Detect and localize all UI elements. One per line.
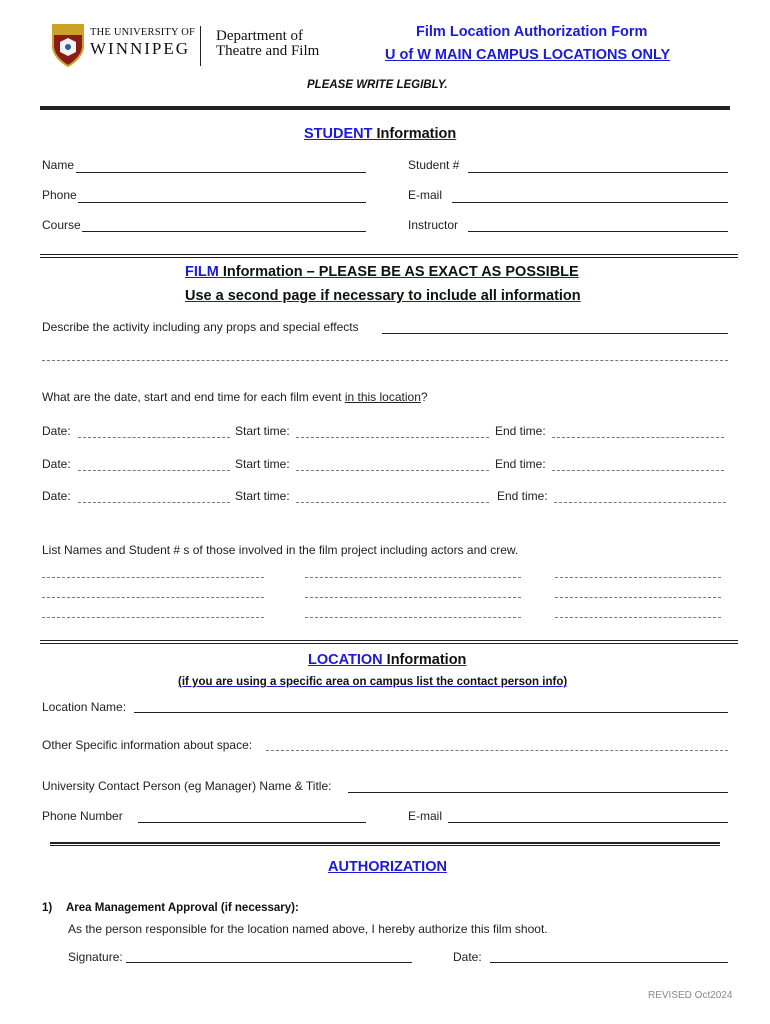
- phone-field[interactable]: [78, 202, 366, 203]
- logo-line2: WINNIPEG: [90, 39, 191, 58]
- university-logo: [50, 22, 196, 68]
- names-field-1b[interactable]: [305, 577, 521, 578]
- course-field[interactable]: [82, 231, 366, 232]
- describe-activity-field[interactable]: [382, 333, 728, 334]
- department-line1: Department of: [216, 28, 304, 44]
- end-time-label-3: End time:: [497, 489, 548, 503]
- describe-activity-label: Describe the activity including any props and special effects: [42, 320, 359, 334]
- department-line2: Theatre and Film: [216, 43, 320, 59]
- approval-text: As the person responsible for the location named above, I hereby authorize this film shoot.: [68, 922, 548, 936]
- location-name-label: Location Name:: [42, 700, 127, 714]
- form-title: Film Location Authorization Form: [416, 24, 648, 40]
- names-field-2c[interactable]: [555, 597, 721, 598]
- date-field-1[interactable]: [78, 437, 230, 438]
- date-label-3: Date:: [42, 489, 71, 503]
- revised-note: REVISED Oct2024: [648, 990, 733, 1001]
- location-email-field[interactable]: [448, 822, 728, 823]
- approval-date-label: Date:: [453, 950, 482, 964]
- start-time-field-1[interactable]: [296, 437, 489, 438]
- start-time-field-3[interactable]: [296, 502, 489, 503]
- film-section-title: FILM Information – PLEASE BE AS EXACT AS POSSIBLE: [185, 264, 579, 280]
- email-field[interactable]: [452, 202, 728, 203]
- name-label: Name: [42, 158, 75, 172]
- date-question: What are the date, start and end time for each film event in this location?: [42, 390, 428, 404]
- student-section-title: STUDENT Information: [304, 126, 457, 142]
- approval-date-field[interactable]: [490, 962, 728, 963]
- course-label: Course: [42, 218, 81, 232]
- describe-activity-field-2[interactable]: [42, 360, 728, 361]
- phone-label: Phone: [42, 188, 77, 202]
- location-phone-label: Phone Number: [42, 809, 123, 823]
- names-field-2a[interactable]: [42, 597, 264, 598]
- form-subtitle: U of W MAIN CAMPUS LOCATIONS ONLY: [385, 47, 671, 63]
- student-divider-2: [40, 257, 738, 258]
- student-number-label: Student #: [408, 158, 460, 172]
- date-field-2[interactable]: [78, 470, 230, 471]
- names-field-3a[interactable]: [42, 617, 264, 618]
- start-time-label-3: Start time:: [235, 489, 290, 503]
- start-time-field-2[interactable]: [296, 470, 489, 471]
- start-time-label-2: Start time:: [235, 457, 290, 471]
- date-field-3[interactable]: [78, 502, 230, 503]
- contact-person-field[interactable]: [348, 792, 728, 793]
- location-name-field[interactable]: [134, 712, 728, 713]
- approval-number: 1): [42, 902, 53, 914]
- other-info-field[interactable]: [266, 750, 728, 751]
- authorization-title: AUTHORIZATION: [328, 859, 447, 875]
- date-label-2: Date:: [42, 457, 71, 471]
- end-time-label-2: End time:: [495, 457, 546, 471]
- names-field-1c[interactable]: [555, 577, 721, 578]
- contact-person-label: University Contact Person (eg Manager) Name & Title:: [42, 779, 332, 793]
- header-divider: [40, 106, 730, 110]
- names-field-3b[interactable]: [305, 617, 521, 618]
- signature-field[interactable]: [126, 962, 412, 963]
- location-section-title: LOCATION Information: [308, 652, 467, 668]
- instructor-field[interactable]: [468, 231, 728, 232]
- legibility-note: PLEASE WRITE LEGIBLY.: [307, 79, 448, 91]
- names-label: List Names and Student # s of those involved in the film project including actors and crew.: [42, 543, 519, 557]
- crest-icon: [50, 22, 86, 68]
- names-field-3c[interactable]: [555, 617, 721, 618]
- end-time-field-3[interactable]: [554, 502, 726, 503]
- film-divider-2: [40, 643, 738, 644]
- location-divider: [50, 842, 720, 844]
- instructor-label: Instructor: [408, 218, 459, 232]
- student-number-field[interactable]: [468, 172, 728, 173]
- end-time-label-1: End time:: [495, 424, 546, 438]
- film-divider: [40, 640, 738, 641]
- logo-line1: THE UNIVERSITY OF: [90, 27, 196, 38]
- logo-divider: [200, 26, 201, 66]
- location-divider-2: [50, 845, 720, 846]
- date-label-1: Date:: [42, 424, 71, 438]
- student-divider: [40, 254, 738, 255]
- names-field-1a[interactable]: [42, 577, 264, 578]
- name-field[interactable]: [76, 172, 366, 173]
- location-email-label: E-mail: [408, 809, 443, 823]
- location-phone-field[interactable]: [138, 822, 366, 823]
- film-section-subtitle: Use a second page if necessary to include all information: [185, 288, 581, 304]
- end-time-field-2[interactable]: [552, 470, 724, 471]
- names-field-2b[interactable]: [305, 597, 521, 598]
- approval-title: Area Management Approval (if necessary):: [66, 902, 299, 914]
- email-label: E-mail: [408, 188, 443, 202]
- location-section-subtitle: (if you are using a specific area on campus list the contact person info): [178, 676, 568, 688]
- start-time-label-1: Start time:: [235, 424, 290, 438]
- signature-label: Signature:: [68, 950, 123, 964]
- end-time-field-1[interactable]: [552, 437, 724, 438]
- other-info-label: Other Specific information about space:: [42, 738, 253, 752]
